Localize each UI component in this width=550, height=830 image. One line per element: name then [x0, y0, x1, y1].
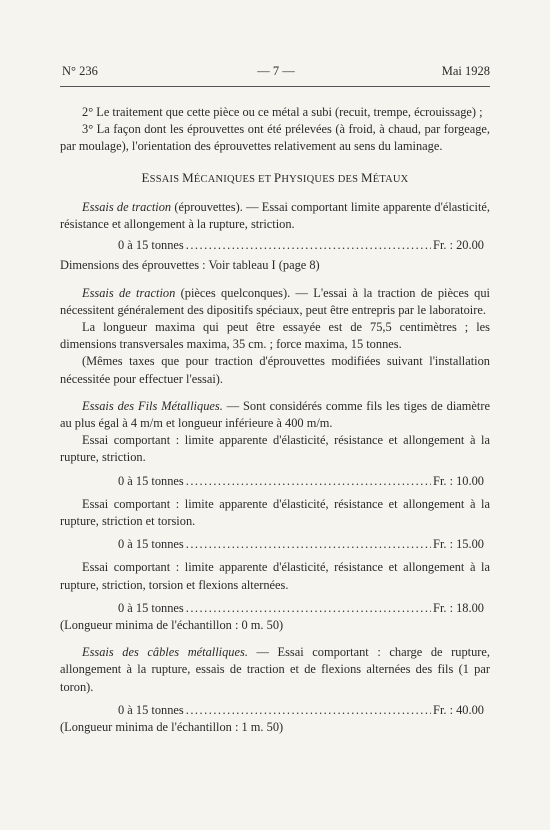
cables-paragraph: Essais des câbles métalliques. — Essai comportant : charge de rupture, allongement à la rupture, essais de traction et de flexions alternées des fils (1 par toron).	[60, 645, 491, 694]
price-line: 0 à 15 tonnes ..... Fr. : 20.00	[118, 237, 484, 254]
price-line: 0 à 15 tonnes ..... Fr. : 18.00	[118, 600, 484, 617]
cables-title: Essais des câbles métalliques.	[82, 645, 248, 660]
fils-item-1-text: Essai comportant : limite apparente d'élasticité, résistance et allongement à la rupture, striction.	[60, 433, 490, 465]
bulletin-number: N° 236	[62, 64, 98, 78]
price-line: 0 à 15 tonnes ..... Fr. : 15.00	[118, 536, 484, 553]
page-content	[60, 104, 490, 736]
dimensions-note: Dimensions des éprouvettes : Voir tableau I (page 8)	[60, 258, 320, 273]
traction-eprouvettes-paragraph: Essais de traction (éprouvettes). — Essai comportant limite apparente d'élasticité, résistance et allongement à la rupture, striction.	[60, 199, 490, 232]
cables-length-note: (Longueur minima de l'échantillon : 1 m. 50)	[60, 720, 284, 735]
traction-pieces-dimensions: La longueur maxima qui peut être essayée est de 75,5 centimètres ; les dimensions transversales maxima, 35 cm. ; force maxima, 15 tonnes.	[60, 320, 490, 352]
intro-item-3: 3° La façon dont les éprouvettes ont été prélevées (à froid, à chaud, par forgeage, par moulage), l'orientation des éprouvettes relativement au sens du laminage.	[60, 122, 490, 154]
section-heading: ESSAIS MÉCANIQUES ET PHYSIQUES DES MÉTAUX	[141, 169, 409, 185]
fils-item-3-text: Essai comportant : limite apparente d'élasticité, résistance et allongement à la rupture, striction, torsion et flexions alternées.	[60, 560, 490, 592]
traction-pieces-paragraph: Essais de traction (pièces quelconques). — L'essai à la traction de pièces qui nécessitent généralement des dipositifs spéciaux, peut être entrepris par le laboratoire.	[60, 285, 490, 317]
fils-length-note: (Longueur minima de l'échantillon : 0 m. 50)	[60, 618, 284, 633]
price-line: 0 à 15 tonnes ..... Fr. : 40.00	[118, 702, 484, 719]
fils-item-2-text: Essai comportant : limite apparente d'élasticité, résistance et allongement à la rupture, striction et torsion.	[60, 496, 490, 529]
intro-item-2: 2° Le traitement que cette pièce ou ce métal a subi (recuit, trempe, écrouissage) ;	[82, 105, 483, 119]
price-line: 0 à 15 tonnes ..... Fr. : 10.00	[118, 473, 484, 490]
fils-paragraph: Essais des Fils Métalliques. — Sont considérés comme fils les tiges de diamètre au plus égal à 4 m/m et longueur inférieure à 400 m/m.	[60, 398, 490, 431]
traction-pieces-title: Essais de traction	[82, 285, 176, 300]
issue-date: Mai 1928	[441, 64, 490, 78]
fils-title: Essais des Fils Métalliques.	[82, 398, 223, 413]
traction-pieces-taxes: (Mêmes taxes que pour traction d'éprouvettes modifiées suivant l'installation nécessitée pour effectuer l'essai).	[60, 354, 490, 386]
page-number: — 7 —	[257, 64, 295, 78]
page-header	[62, 64, 490, 82]
header-rule	[60, 86, 490, 87]
traction-eprouvettes-title: Essais de traction	[82, 199, 172, 214]
